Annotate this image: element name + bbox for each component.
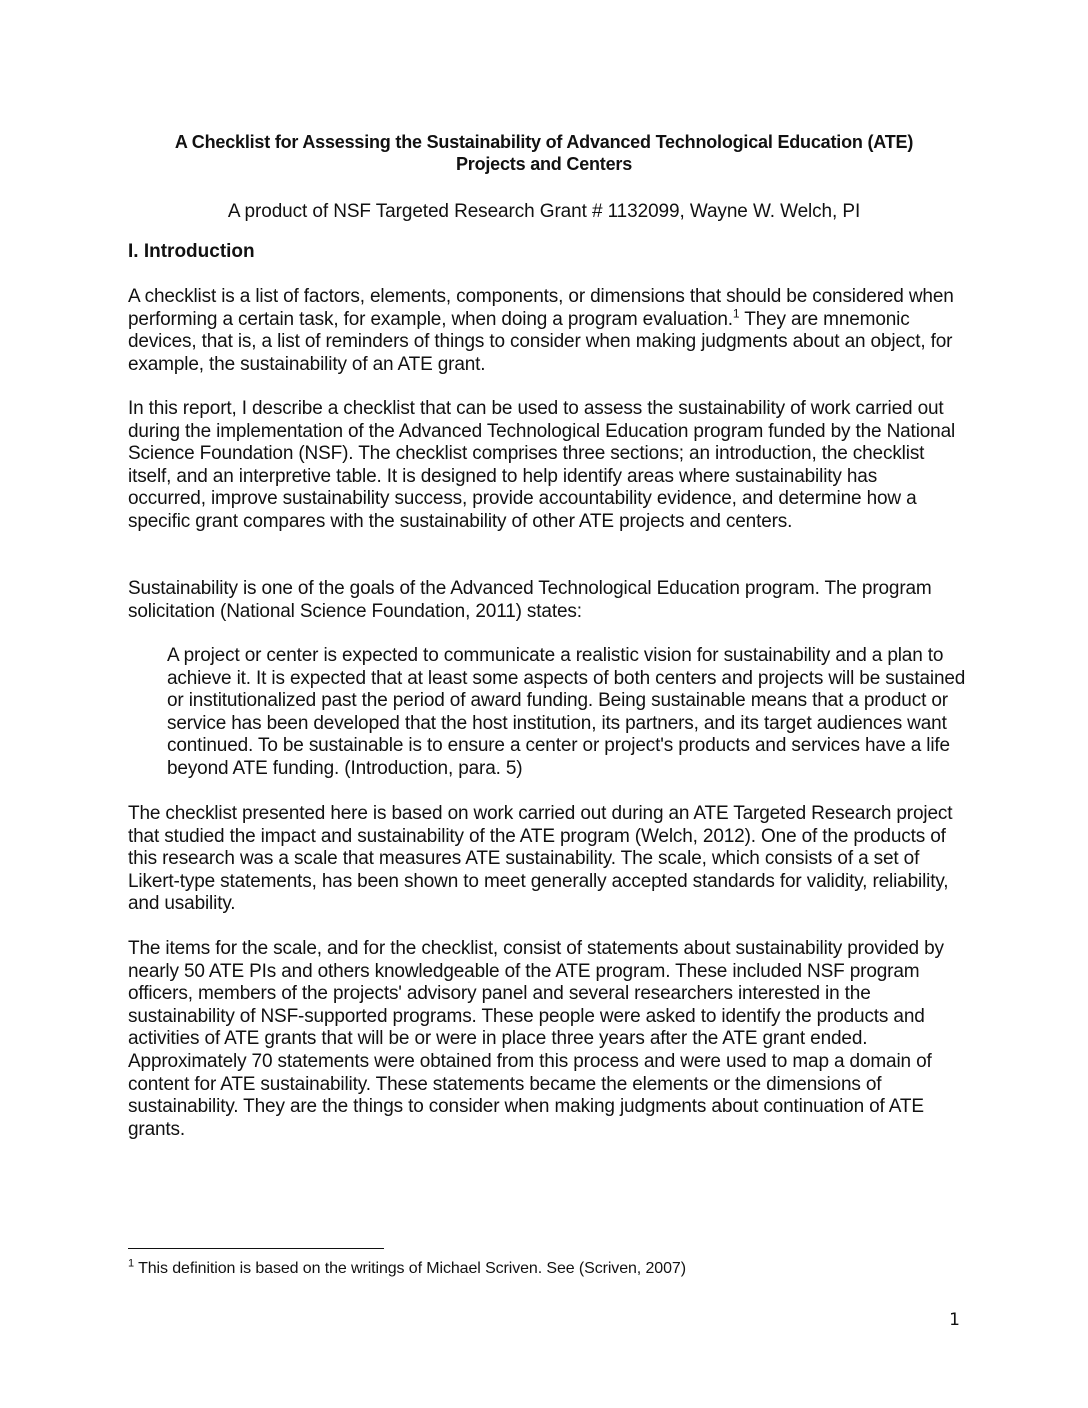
paragraph-1-text: A checklist is a list of factors, elements, components, or dimensions that should be considered when performing a certain task, for example, when doing a program evaluation. xyxy=(128,286,954,330)
footnote xyxy=(128,1259,686,1279)
section-heading: I. Introduction xyxy=(128,241,255,262)
footnote-number: 1 xyxy=(128,1257,135,1270)
paragraph-2: In this report, I describe a checklist that can be used to assess the sustainability of work carried out during the implementation of the Advanced Technological Education program funded by the National Science Foundation (NSF). The checklist comprises three sections; an introduction, the checklist itself, and an interpretive table. It is designed to help identify areas where sustainability has occurred, improve sustainability success, provide accountability evidence, and determine how a specific grant compares with the sustainability of other ATE projects and centers. xyxy=(128,398,956,532)
block-quote: A project or center is expected to communicate a realistic vision for sustainability and a plan to achieve it. It is expected that at least some aspects of both centers and projects will be sustained or institutionalized past the period of award funding. Being sustainable means that a product or service has been developed that the host institution, its partners, and its target audiences want continued. To be sustainable is to ensure a center or project's products and services have a life beyond ATE funding. (Introduction, para. 5) xyxy=(167,645,966,779)
title-line-1: A Checklist for Assessing the Sustainability of Advanced Technological Education (ATE) xyxy=(174,132,914,152)
document-title xyxy=(128,131,960,175)
paragraph-3: Sustainability is one of the goals of the Advanced Technological Education program. The program solicitation (National Science Foundation, 2011) states: xyxy=(128,578,932,622)
document-subtitle: A product of NSF Targeted Research Grant # 1132099, Wayne W. Welch, PI xyxy=(227,201,861,222)
paragraph-1-continuation: They are mnemonic devices, that is, a list of reminders of things to consider when making judgments about an object, for example, the sustainability of an ATE grant. xyxy=(128,308,953,375)
footnote-text: This definition is based on the writings of Michael Scriven. See (Scriven, 2007) xyxy=(134,1260,686,1277)
title-line-2: Projects and Centers xyxy=(455,154,633,174)
paragraph-5: The items for the scale, and for the checklist, consist of statements about sustainability provided by nearly 50 ATE PIs and others knowledgeable of the ATE program. These included NSF program officers, members of the projects' advisory panel and several researchers interested in the sustainability of NSF-supported programs. These people were asked to identify the products and activities of ATE grants that will be or were in place three years after the ATE grant ended. Approximately 70 statements were obtained from this process and were used to map a domain of content for ATE sustainability. These statements became the elements or the dimensions of sustainability. They are the things to consider when making judgments about continuation of ATE grants. xyxy=(128,938,944,1140)
footnote-reference: 1 xyxy=(732,306,740,321)
page-number: 1 xyxy=(949,1310,960,1330)
footnote-divider xyxy=(128,1248,384,1249)
paragraph-4: The checklist presented here is based on work carried out during an ATE Targeted Research project that studied the impact and sustainability of the ATE program (Welch, 2012). One of the products of this research was a scale that measures ATE sustainability. The scale, which consists of a set of Likert-type statements, has been shown to meet generally accepted standards for validity, reliability, and usability. xyxy=(128,803,953,915)
paragraph-1 xyxy=(128,286,960,376)
